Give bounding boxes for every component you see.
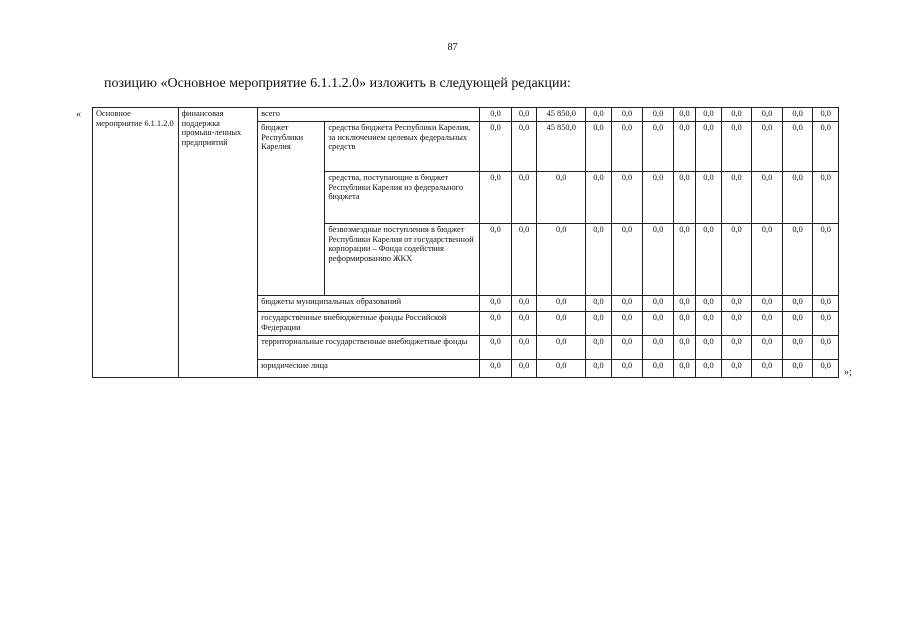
value-cell: 0,0 (480, 312, 512, 336)
source-label: средства, поступающие в бюджет Республики Карелия из федерального бюджета (325, 172, 480, 224)
value-cell: 0,0 (537, 336, 586, 360)
value-cell: 0,0 (752, 224, 783, 296)
value-cell: 0,0 (813, 122, 839, 172)
value-cell: 0,0 (721, 172, 752, 224)
value-cell: 0,0 (643, 360, 674, 378)
value-cell: 0,0 (643, 312, 674, 336)
value-cell: 0,0 (696, 312, 721, 336)
value-cell: 0,0 (611, 312, 643, 336)
value-cell: 0,0 (611, 122, 643, 172)
value-cell: 0,0 (643, 108, 674, 122)
value-cell: 0,0 (673, 296, 695, 312)
value-cell: 0,0 (673, 312, 695, 336)
value-cell: 0,0 (511, 172, 536, 224)
value-cell: 0,0 (643, 122, 674, 172)
value-cell: 0,0 (696, 172, 721, 224)
value-cell: 0,0 (511, 108, 536, 122)
value-cell: 0,0 (586, 172, 611, 224)
value-cell: 0,0 (782, 360, 813, 378)
value-cell: 0,0 (586, 296, 611, 312)
value-cell: 0,0 (586, 224, 611, 296)
value-cell: 0,0 (673, 108, 695, 122)
value-cell: 0,0 (696, 360, 721, 378)
value-cell: 0,0 (721, 296, 752, 312)
value-cell: 0,0 (752, 122, 783, 172)
value-cell: 0,0 (611, 360, 643, 378)
purpose-cell: финансовая поддержка промыш-ленных предприятий (178, 108, 257, 378)
value-cell: 0,0 (696, 224, 721, 296)
value-cell: 0,0 (537, 224, 586, 296)
value-cell: 0,0 (721, 312, 752, 336)
value-cell: 0,0 (511, 296, 536, 312)
value-cell: 0,0 (643, 172, 674, 224)
value-cell: 0,0 (643, 296, 674, 312)
value-cell: 0,0 (673, 172, 695, 224)
value-cell: 0,0 (696, 296, 721, 312)
value-cell: 0,0 (537, 296, 586, 312)
value-cell: 0,0 (537, 172, 586, 224)
value-cell: 0,0 (752, 336, 783, 360)
activity-cell: Основное мероприятие 6.1.1.2.0 (93, 108, 179, 378)
value-cell: 0,0 (721, 122, 752, 172)
value-cell: 0,0 (696, 336, 721, 360)
value-cell: 0,0 (721, 360, 752, 378)
value-cell: 0,0 (611, 108, 643, 122)
value-cell: 0,0 (813, 172, 839, 224)
value-cell: 0,0 (673, 122, 695, 172)
value-cell: 0,0 (782, 224, 813, 296)
value-cell: 0,0 (721, 224, 752, 296)
value-cell: 0,0 (611, 336, 643, 360)
value-cell: 45 850,0 (537, 108, 586, 122)
source-label: безвозмездные поступления в бюджет Республики Карелия от государственной корпорации – Фонда содействия реформированию ЖКХ (325, 224, 480, 296)
value-cell: 0,0 (696, 108, 721, 122)
value-cell: 0,0 (782, 108, 813, 122)
value-cell: 0,0 (721, 108, 752, 122)
closing-quote: »; (844, 367, 852, 378)
source-label: территориальные государственные внебюджетные фонды (258, 336, 480, 360)
source-label: бюджеты муниципальных образований (258, 296, 480, 312)
source-label: всего (258, 108, 480, 122)
value-cell: 0,0 (511, 122, 536, 172)
value-cell: 0,0 (813, 360, 839, 378)
value-cell: 0,0 (480, 172, 512, 224)
value-cell: 0,0 (586, 360, 611, 378)
page-number: 87 (447, 42, 458, 53)
value-cell: 0,0 (813, 108, 839, 122)
value-cell: 0,0 (643, 224, 674, 296)
value-cell: 0,0 (511, 224, 536, 296)
value-cell: 0,0 (611, 172, 643, 224)
value-cell: 0,0 (537, 312, 586, 336)
value-cell: 45 850,0 (537, 122, 586, 172)
value-cell: 0,0 (752, 312, 783, 336)
value-cell: 0,0 (782, 172, 813, 224)
value-cell: 0,0 (813, 296, 839, 312)
funding-table (92, 107, 839, 378)
source-label: юридические лица (258, 360, 480, 378)
value-cell: 0,0 (752, 360, 783, 378)
opening-quote: « (76, 109, 81, 120)
value-cell: 0,0 (480, 360, 512, 378)
value-cell: 0,0 (511, 360, 536, 378)
source-label: средства бюджета Республики Карелия, за исключением целевых федеральных средств (325, 122, 480, 172)
value-cell: 0,0 (537, 360, 586, 378)
value-cell: 0,0 (696, 122, 721, 172)
value-cell: 0,0 (480, 296, 512, 312)
value-cell: 0,0 (752, 296, 783, 312)
budget-group-cell: бюджет Республики Карелия (258, 122, 325, 296)
heading-text: позицию «Основное мероприятие 6.1.1.2.0» изложить в следующей редакции: (104, 76, 571, 91)
value-cell: 0,0 (643, 336, 674, 360)
value-cell: 0,0 (611, 296, 643, 312)
value-cell: 0,0 (721, 336, 752, 360)
value-cell: 0,0 (782, 296, 813, 312)
value-cell: 0,0 (480, 122, 512, 172)
value-cell: 0,0 (586, 312, 611, 336)
value-cell: 0,0 (752, 172, 783, 224)
value-cell: 0,0 (782, 336, 813, 360)
value-cell: 0,0 (782, 312, 813, 336)
value-cell: 0,0 (586, 108, 611, 122)
value-cell: 0,0 (480, 224, 512, 296)
value-cell: 0,0 (673, 224, 695, 296)
source-label: государственные внебюджетные фонды Российской Федерации (258, 312, 480, 336)
value-cell: 0,0 (782, 122, 813, 172)
value-cell: 0,0 (480, 336, 512, 360)
value-cell: 0,0 (586, 336, 611, 360)
value-cell: 0,0 (611, 224, 643, 296)
value-cell: 0,0 (813, 224, 839, 296)
value-cell: 0,0 (480, 108, 512, 122)
value-cell: 0,0 (511, 312, 536, 336)
table-row (93, 108, 839, 122)
value-cell: 0,0 (813, 312, 839, 336)
value-cell: 0,0 (586, 122, 611, 172)
value-cell: 0,0 (673, 360, 695, 378)
value-cell: 0,0 (752, 108, 783, 122)
value-cell: 0,0 (673, 336, 695, 360)
value-cell: 0,0 (511, 336, 536, 360)
value-cell: 0,0 (813, 336, 839, 360)
